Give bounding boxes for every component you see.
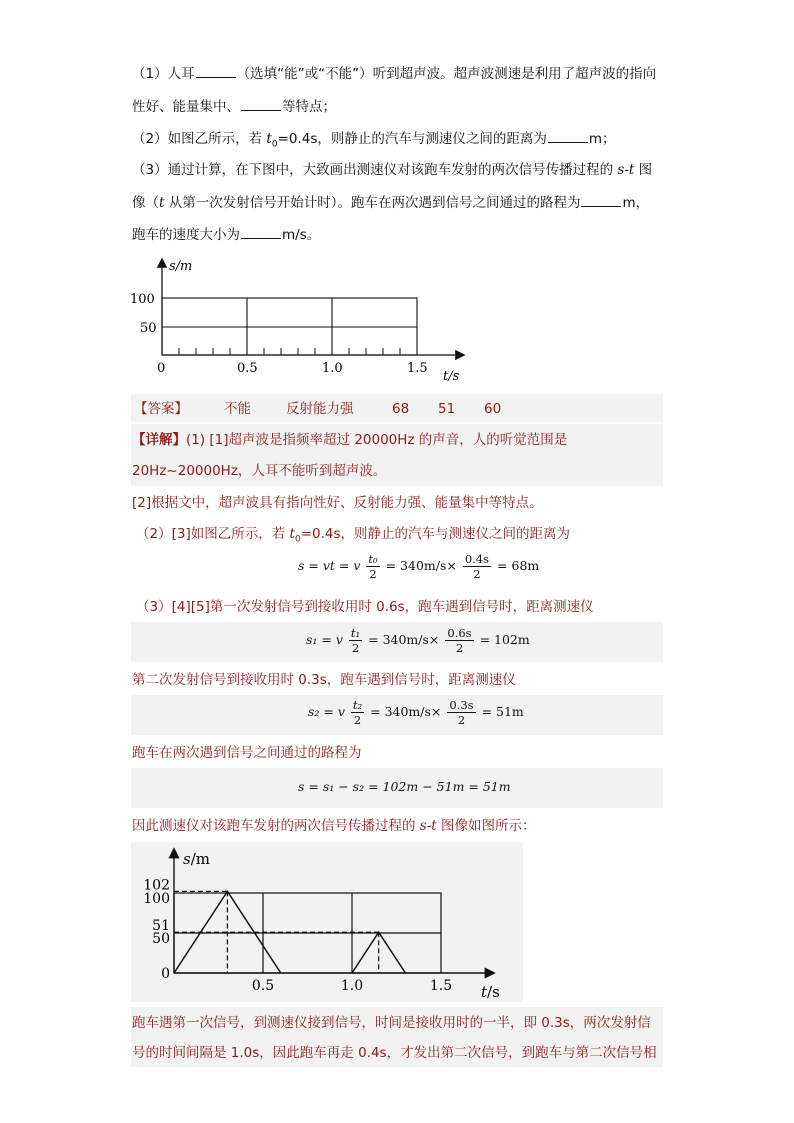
- formula-2-den-a: 2: [351, 641, 360, 655]
- x-tick-label: 1.5: [429, 978, 453, 994]
- detail-line-2: 20Hz~20000Hz，人耳不能听到超声波。: [132, 463, 387, 479]
- y-tick-label: 0: [161, 966, 170, 982]
- formula-1-frac-b: [463, 552, 491, 581]
- minor-ticks: [179, 348, 400, 355]
- detail-line-5: （3）[4][5]第一次发射信号到接收用时 0.6s，跑车遇到信号时，距离测速仪: [136, 599, 594, 615]
- q3-text-e: m，: [622, 195, 650, 211]
- x-axis-label: t/s: [481, 983, 500, 1001]
- formula-3-lhs: s₂ = v: [308, 704, 345, 719]
- detail-t0-symbol: t: [289, 526, 295, 542]
- formula-3-result: = 51m: [481, 704, 524, 719]
- answer-blank-1[interactable]: [196, 65, 236, 78]
- detail-line-8: [132, 816, 536, 836]
- formula-2-lhs: s₁ = v: [306, 632, 343, 647]
- detail-text-1: (1) [1]超声波是指频率超过 20000Hz 的声音，人的听觉范围是: [186, 432, 568, 448]
- detail-line-1: [132, 430, 567, 450]
- formula-1-result: = 68m: [497, 558, 540, 573]
- origin-label: 0: [157, 361, 166, 376]
- x-tick-0-5: 0.5: [237, 361, 258, 376]
- answer-st-chart: [131, 842, 523, 1002]
- detail-t0-sub: 0: [294, 534, 301, 545]
- formula-2-num-b: 0.6s: [447, 626, 472, 640]
- q2-text-b: =0.4s，则静止的汽车与测速仪之间的距离为: [277, 131, 547, 147]
- y-axis-label: s/m: [169, 259, 193, 274]
- detail-text-8a: 因此测速仪对该跑车发射的两次信号传播过程的: [132, 818, 420, 834]
- formula-2: [306, 626, 530, 655]
- formula-1-den-b: 2: [473, 567, 481, 581]
- q2-t-sub: 0: [271, 139, 278, 150]
- q3-text-f: 跑车的速度大小为: [132, 227, 240, 243]
- q3-text-a: （3）通过计算，在下图中，大致画出测速仪对该跑车发射的两次信号传播过程的: [132, 162, 618, 178]
- formula-4: s = s₁ − s₂ = 102m − 51m = 51m: [298, 779, 511, 794]
- formula-2-frac-a: [349, 626, 362, 655]
- detail-line-4: [136, 524, 570, 550]
- answer-blank-4[interactable]: [581, 194, 621, 207]
- q2-t-symbol: t: [266, 131, 272, 147]
- q3-text-b: 图: [634, 162, 653, 178]
- answer-blank-2[interactable]: [241, 98, 281, 111]
- formula-1-mid: = 340m/s×: [385, 558, 457, 573]
- formula-3-num-b: 0.3s: [449, 698, 474, 712]
- answer-value-3: 68: [392, 401, 410, 417]
- formula-2-mid: = 340m/s×: [368, 632, 440, 647]
- q2-text-c: m；: [588, 131, 616, 147]
- q1-text-c: 性好、能量集中、: [132, 99, 240, 115]
- q3-text-c: 像（: [132, 195, 159, 211]
- x-tick-1-0: 1.0: [322, 361, 343, 376]
- detail-st-symbol: s-t: [419, 818, 437, 834]
- detail-line-3: [2]根据文中，超声波具有指向性好、反射能力强、能量集中等特点。: [132, 495, 543, 511]
- detail-line-7: 跑车在两次遇到信号之间通过的路程为: [132, 745, 362, 761]
- q1-text-a: （1）人耳: [132, 66, 195, 82]
- answer-row: [134, 399, 501, 419]
- detail-label: 【详解】: [132, 432, 186, 448]
- grid: [162, 298, 417, 355]
- y-tick-label: 51: [152, 918, 170, 935]
- y-tick-label: 100: [143, 891, 170, 907]
- x-tick-label: 1.0: [340, 978, 364, 994]
- formula-2-num-a: t₁: [350, 626, 361, 640]
- y-tick-label: 102: [143, 877, 170, 894]
- formula-3-den-b: 2: [457, 713, 466, 727]
- detail-line-9: 跑车遇第一次信号，到测速仪接到信号，时间是接收用时的一半，即 0.3s，两次发射信: [132, 1015, 651, 1031]
- formula-3-mid: = 340m/s×: [370, 704, 442, 719]
- formula-2-den-b: 2: [455, 641, 464, 655]
- answer-blank-5[interactable]: [241, 226, 281, 239]
- q2-text-a: （2）如图乙所示，若: [132, 131, 267, 147]
- formula-1: [298, 552, 539, 581]
- question-line-3: [132, 129, 616, 155]
- formula-1-lhs: s = vt = v: [298, 558, 361, 573]
- x-tick-1-5: 1.5: [407, 361, 428, 376]
- answer-blank-3[interactable]: [548, 130, 588, 143]
- formula-1-num-a: t₀: [368, 552, 378, 566]
- formula-3-frac-b: [447, 698, 475, 727]
- formula-3: [308, 698, 524, 727]
- x-tick-label: 0.5: [251, 978, 275, 994]
- y-tick-label: 50: [152, 931, 170, 947]
- formula-1-frac-a: [366, 552, 379, 581]
- formula-3-frac-a: [351, 698, 364, 727]
- answer-label: 【答案】: [134, 401, 188, 417]
- question-line-2: [132, 97, 336, 117]
- y-axis-label: s/m: [183, 850, 210, 868]
- q3-st-symbol: s-t: [617, 162, 635, 178]
- detail-line-6: 第二次发射信号到接收用时 0.3s，跑车遇到信号时，距离测速仪: [132, 672, 516, 688]
- q3-text-d: 从第一次发射信号开始计时）。跑车在两次遇到信号之间通过的路程为: [164, 195, 581, 211]
- q3-t-symbol: t: [159, 195, 165, 211]
- q1-text-d: 等特点；: [282, 99, 336, 115]
- formula-1-den-a: 2: [369, 567, 377, 581]
- question-line-4: [132, 160, 652, 180]
- formula-3-den-a: 2: [353, 713, 362, 727]
- y-tick-50: 50: [140, 321, 157, 336]
- formula-2-frac-b: [445, 626, 473, 655]
- detail-text-4a: （2）[3]如图乙所示，若: [136, 526, 290, 542]
- y-tick-100: 100: [130, 292, 155, 307]
- answer-value-5: 60: [484, 401, 502, 417]
- answer-value-2: 反射能力强: [286, 401, 354, 417]
- detail-text-4b: =0.4s，则静止的汽车与测速仪之间的距离为: [300, 526, 571, 542]
- question-line-1: [132, 64, 656, 84]
- q1-text-b: （选填“能”或“不能”）听到超声波。超声波测速是利用了超声波的指向: [236, 66, 657, 82]
- formula-2-result: = 102m: [479, 632, 530, 647]
- formula-3-num-a: t₂: [352, 698, 363, 712]
- x-axis-label: t/s: [443, 369, 460, 384]
- question-line-6: [132, 225, 320, 245]
- detail-text-8b: 图像如图所示：: [436, 818, 536, 834]
- question-line-5: [132, 193, 649, 213]
- detail-line-10: 号的时间间隔是 1.0s，因此跑车再走 0.4s，才发出第二次信号，到跑车与第二次信号相: [132, 1045, 657, 1061]
- answer-value-1: 不能: [224, 401, 251, 417]
- formula-1-num-b: 0.4s: [464, 552, 490, 566]
- answer-value-4: 51: [438, 401, 456, 417]
- q3-text-g: m/s。: [282, 227, 321, 243]
- blank-st-chart: [125, 252, 475, 384]
